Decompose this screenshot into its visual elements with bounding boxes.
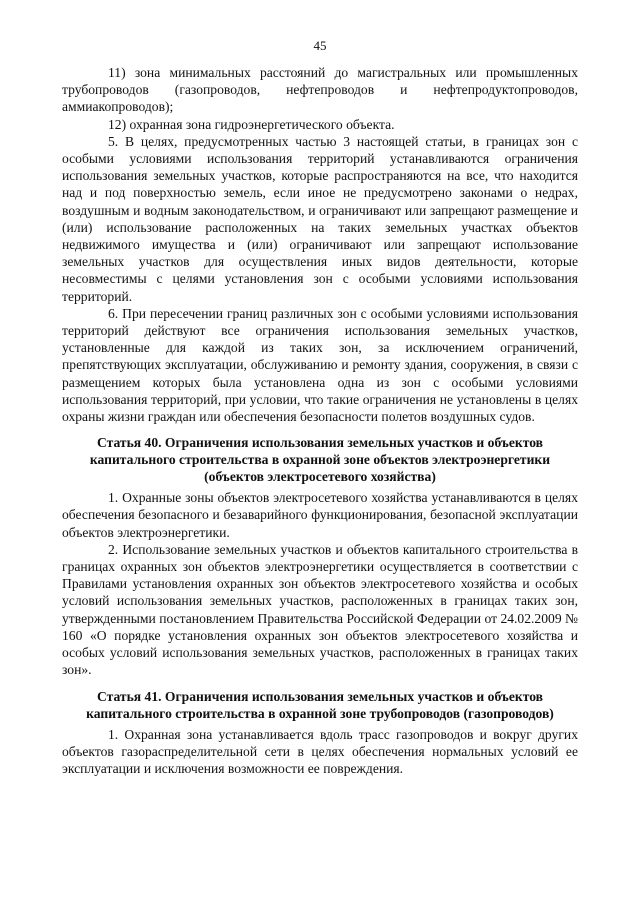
list-item-12: 12) охранная зона гидроэнергетического объекта. xyxy=(108,116,395,132)
paragraph-5: 5. В целях, предусмотренных частью 3 настоящей статьи, в границах зон с особыми условиями использования территорий устанавливаются ограничения использования земельных участков, которые распространяются на все, что находится над и под поверхностью земель, если иное не предусмотрено законами о недрах, воздушным и водным законодательством, и ограничивают или запрещают размещение и (или) использование расположенных на таких земельных участках объектов недвижимого имущества и (или) ограничивают или запрещают использование земельных участков для осуществления иных видов деятельности, которые несовместимы с целями установления зон с особыми условиями использования территорий. xyxy=(62,133,578,304)
article-41-paragraph-1: 1. Охранная зона устанавливается вдоль трасс газопроводов и вокруг других объектов газораспределительной сети в целях обеспечения нормальных условий ее эксплуатации и исключения возможности ее повреждения. xyxy=(62,726,578,776)
paragraph-6: 6. При пересечении границ различных зон с особыми условиями использования территорий действуют все ограничения использования земельных участков, установленные для каждой из таких зон, за исключением ограничений, препятствующих эксплуатации, обслуживанию и ремонту здания, сооружения, в связи с размещением которых была установлена одна из зон с особыми условиями использования территорий, при условии, что такие ограничения не установлены в целях охраны жизни граждан или обеспечения безопасности полетов воздушных судов. xyxy=(62,305,578,425)
page-number: 45 xyxy=(313,38,327,53)
list-item-11: 11) зона минимальных расстояний до магистральных или промышленных трубопроводов (газопроводов, нефтепроводов и нефтепродуктопроводов, аммиакопроводов); xyxy=(62,65,578,115)
article-41-heading: Статья 41. Ограничения использования земельных участков и объектов капитального строительства в охранной зоне трубопроводов (газопроводов) xyxy=(86,688,554,721)
article-40-paragraph-1: 1. Охранные зоны объектов электросетевого хозяйства устанавливаются в целях обеспечения безопасного и безаварийного функционирования, безопасной эксплуатации объектов электроэнергетики. xyxy=(62,490,578,540)
article-40-paragraph-2: 2. Использование земельных участков и объектов капитального строительства в границах охранных зон объектов электроэнергетики осуществляется в соответствии с Правилами установления охранных зон объектов электросетевого хозяйства и особых условий использования земельных участков, расположенных в границах таких зон, утвержденными постановлением Правительства Российской Федерации от 24.02.2009 № 160 «О порядке установления охранных зон объектов электросетевого хозяйства и особых условий использования земельных участков, расположенных в границах таких зон». xyxy=(62,541,578,678)
article-40-heading: Статья 40. Ограничения использования земельных участков и объектов капитального строительства в охранной зоне объектов электроэнергетики (объектов электросетевого хозяйства) xyxy=(89,435,551,485)
document-body xyxy=(62,64,578,777)
